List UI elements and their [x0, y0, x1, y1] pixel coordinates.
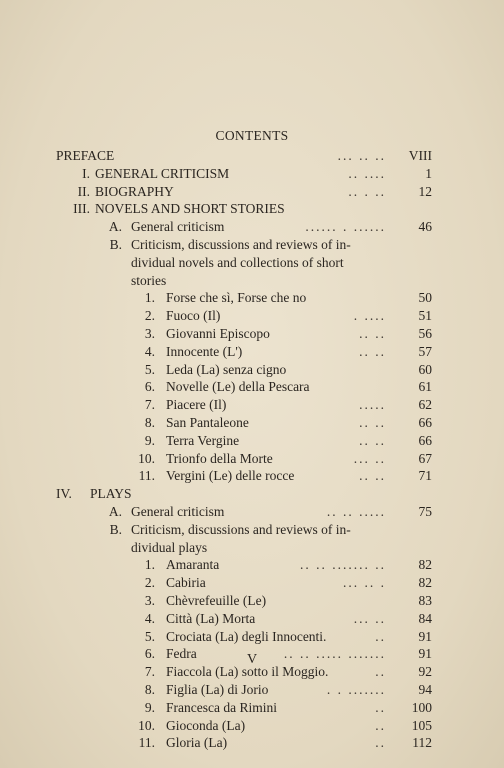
toc-entry-page: 50 — [418, 290, 432, 306]
toc-entry-number: 7. — [144, 664, 155, 680]
toc-entry-title: General criticism — [131, 219, 225, 235]
toc-entry-leader: ... .. .. — [337, 148, 386, 163]
toc-entry-page: 83 — [418, 593, 432, 608]
toc-entry-title: Novelle (Le) della Pescara — [166, 379, 310, 395]
toc-entry-title: Terra Vergine — [166, 432, 240, 448]
toc-entry — [0, 450, 504, 467]
toc-entry — [0, 539, 504, 556]
toc-entry — [0, 556, 504, 573]
toc-entry-leader: .. .. — [359, 326, 386, 341]
toc-entry-page: 71 — [418, 468, 432, 484]
toc-entry-leader: .. .. ....... .. — [300, 557, 386, 573]
toc-entry-page: 105 — [411, 717, 432, 733]
toc-entry-title: PREFACE — [56, 148, 115, 163]
toc-entry-number: 3. — [144, 593, 155, 608]
toc-entry-number: 2. — [144, 308, 155, 324]
toc-entry-leader: ... .. . — [343, 575, 386, 591]
toc-entry-leader: .. .. ..... ....... — [283, 646, 386, 662]
toc-entry-page: 12 — [418, 183, 432, 199]
toc-entry — [0, 325, 504, 342]
toc-entry-page: 57 — [418, 343, 432, 359]
toc-entry-title: Leda (La) senza cigno — [166, 361, 287, 377]
toc-entry-page: 112 — [412, 735, 432, 751]
toc-entry-page: 62 — [418, 397, 432, 413]
toc-entry-page: VIII — [408, 148, 432, 163]
toc-entry-title: Fedra — [166, 646, 197, 662]
toc-entry-number: 8. — [144, 415, 155, 430]
toc-entry-page: 82 — [418, 557, 432, 573]
toc-entry — [0, 236, 504, 253]
toc-entry-title: Innocente (L') — [166, 343, 243, 359]
toc-entry-page: 66 — [418, 432, 432, 448]
toc-entry-leader: .. .. ..... — [326, 504, 386, 519]
toc-entry-number: 8. — [144, 682, 155, 697]
toc-entry-number: 10. — [138, 450, 155, 466]
toc-entry — [0, 574, 504, 591]
toc-entry — [0, 343, 504, 360]
toc-entry-leader: . .... — [353, 308, 386, 324]
toc-entry-number: 1. — [144, 557, 155, 573]
toc-entry-page: 94 — [418, 682, 432, 697]
toc-entry-title: Giovanni Episcopo — [166, 326, 270, 341]
toc-entry-title: Amaranta — [166, 557, 220, 573]
toc-entry-title: Fiaccola (La) sotto il Moggio. — [166, 664, 329, 680]
toc-entry-number: III. — [73, 201, 90, 217]
toc-entry-number: 5. — [144, 628, 155, 644]
toc-entry-page: 75 — [418, 504, 432, 519]
toc-entry — [0, 254, 504, 271]
contents-heading: CONTENTS — [215, 128, 289, 143]
toc-entry — [0, 272, 504, 289]
toc-entry — [0, 432, 504, 449]
toc-entry-title: PLAYS — [90, 486, 132, 502]
toc-entry-number: 9. — [144, 432, 155, 448]
toc-entry-number: 2. — [144, 575, 155, 591]
toc-entry-number: 9. — [144, 699, 155, 715]
toc-entry-leader: .. .... — [348, 165, 386, 181]
toc-entry-page: 66 — [418, 415, 432, 430]
toc-entry-page: 51 — [418, 308, 432, 324]
toc-entry-page: 92 — [418, 664, 432, 680]
toc-entry-number: A. — [108, 219, 122, 235]
toc-entry-page: 82 — [418, 575, 432, 591]
toc-entry — [0, 165, 504, 182]
toc-entry — [0, 521, 504, 538]
toc-entry-title: Gioconda (La) — [166, 717, 246, 733]
toc-entry — [0, 467, 504, 484]
toc-entry — [0, 610, 504, 627]
toc-entry-title: San Pantaleone — [166, 415, 249, 430]
toc-entry — [0, 378, 504, 395]
toc-entry — [0, 396, 504, 413]
toc-entry — [0, 717, 504, 734]
toc-entry-leader: ... .. — [353, 450, 386, 466]
toc-entry-title: Fuoco (Il) — [166, 308, 221, 324]
toc-entry — [0, 485, 504, 502]
toc-entry-title: NOVELS AND SHORT STORIES — [95, 201, 285, 217]
toc-entry-leader: .. .. — [359, 343, 386, 359]
toc-entry-page: 91 — [418, 646, 432, 662]
toc-entry-title: Chèvrefeuille (Le) — [166, 593, 267, 608]
toc-entry-number: II. — [77, 183, 90, 199]
toc-entry-number: 3. — [144, 326, 155, 341]
toc-entry — [0, 361, 504, 378]
toc-entry — [0, 681, 504, 698]
toc-entry-leader: .. — [375, 717, 386, 733]
toc-entry-title: Forse che sì, Forse che no — [166, 290, 307, 306]
toc-entry-title: Trionfo della Morte — [166, 450, 273, 466]
toc-entry — [0, 218, 504, 235]
toc-entry-title: Città (La) Morta — [166, 610, 256, 626]
toc-entry-leader: .. .. — [359, 432, 386, 448]
toc-entry-page: 91 — [418, 628, 432, 644]
toc-entry-title: Francesca da Rimini — [166, 699, 277, 715]
toc-entry-title: Cabiria — [166, 575, 206, 591]
toc-entry — [0, 307, 504, 324]
toc-entry-number: 6. — [144, 379, 155, 395]
toc-entry-page: 84 — [418, 610, 432, 626]
toc-entry — [0, 734, 504, 751]
page-folio: V — [246, 652, 258, 667]
toc-entry — [0, 289, 504, 306]
toc-entry-number: B. — [109, 521, 122, 537]
toc-entry-title: dividual novels and collections of short — [131, 254, 344, 270]
toc-entry — [0, 200, 504, 217]
toc-entry-title: Vergini (Le) delle rocce — [166, 468, 295, 484]
toc-entry-leader: ..... — [359, 397, 386, 413]
toc-entry-number: B. — [109, 237, 122, 252]
toc-entry-title: Criticism, discussions and reviews of in- — [131, 237, 351, 252]
toc-entry-title: General criticism — [131, 504, 225, 519]
toc-entry — [0, 628, 504, 645]
toc-entry-leader: .. — [375, 628, 386, 644]
toc-entry-leader: .. . .. — [348, 183, 386, 199]
toc-entry-page: 56 — [418, 326, 432, 341]
toc-entry-number: 7. — [144, 397, 155, 413]
toc-entry-number: 4. — [144, 610, 155, 626]
toc-entry-page: 61 — [418, 379, 432, 395]
toc-entry-number: 1. — [144, 290, 155, 306]
toc-entry-title: Criticism, discussions and reviews of in- — [131, 521, 351, 537]
toc-entry — [0, 414, 504, 431]
toc-entry-page: 46 — [418, 219, 432, 235]
toc-entry-page: 100 — [411, 699, 432, 715]
toc-entry-page: 67 — [418, 450, 432, 466]
toc-entry-leader: .. .. — [359, 468, 386, 484]
toc-entry-title: Figlia (La) di Jorio — [166, 682, 269, 697]
toc-entry — [0, 147, 504, 164]
toc-entry-title: BIOGRAPHY — [95, 183, 174, 199]
toc-entry-title: stories — [131, 272, 167, 288]
toc-entry-number: 11. — [138, 468, 155, 484]
toc-entry-leader: ...... . ...... — [305, 219, 386, 235]
toc-entry-leader: . . ....... — [326, 682, 386, 697]
toc-entry-number: 11. — [138, 735, 155, 751]
toc-entry-number: 10. — [138, 717, 155, 733]
toc-entry — [0, 183, 504, 200]
toc-entry-number: A. — [108, 504, 122, 519]
toc-entry-number: IV. — [56, 486, 72, 502]
toc-entry-leader: .. — [375, 664, 386, 680]
toc-entry-number: 6. — [144, 646, 155, 662]
toc-entry-title: Gloria (La) — [166, 735, 228, 751]
toc-entry-title: Piacere (Il) — [166, 397, 227, 413]
toc-entry-page: 1 — [425, 165, 432, 181]
toc-entry-leader: ... .. — [353, 610, 386, 626]
toc-entry-leader: .. — [375, 735, 386, 751]
toc-entry-leader: .. — [375, 699, 386, 715]
toc-entry — [0, 592, 504, 609]
toc-entry-number: 4. — [144, 343, 155, 359]
toc-entry-number: I. — [82, 165, 90, 181]
toc-entry-page: 60 — [418, 361, 432, 377]
toc-entry — [0, 503, 504, 520]
toc-entry-leader: .. .. — [359, 415, 386, 430]
toc-entry-number: 5. — [144, 361, 155, 377]
toc-entry — [0, 699, 504, 716]
toc-entry-title: Crociata (La) degli Innocenti. — [166, 628, 327, 644]
toc-entry-title: dividual plays — [131, 539, 208, 555]
toc-entry-title: GENERAL CRITICISM — [95, 165, 230, 181]
